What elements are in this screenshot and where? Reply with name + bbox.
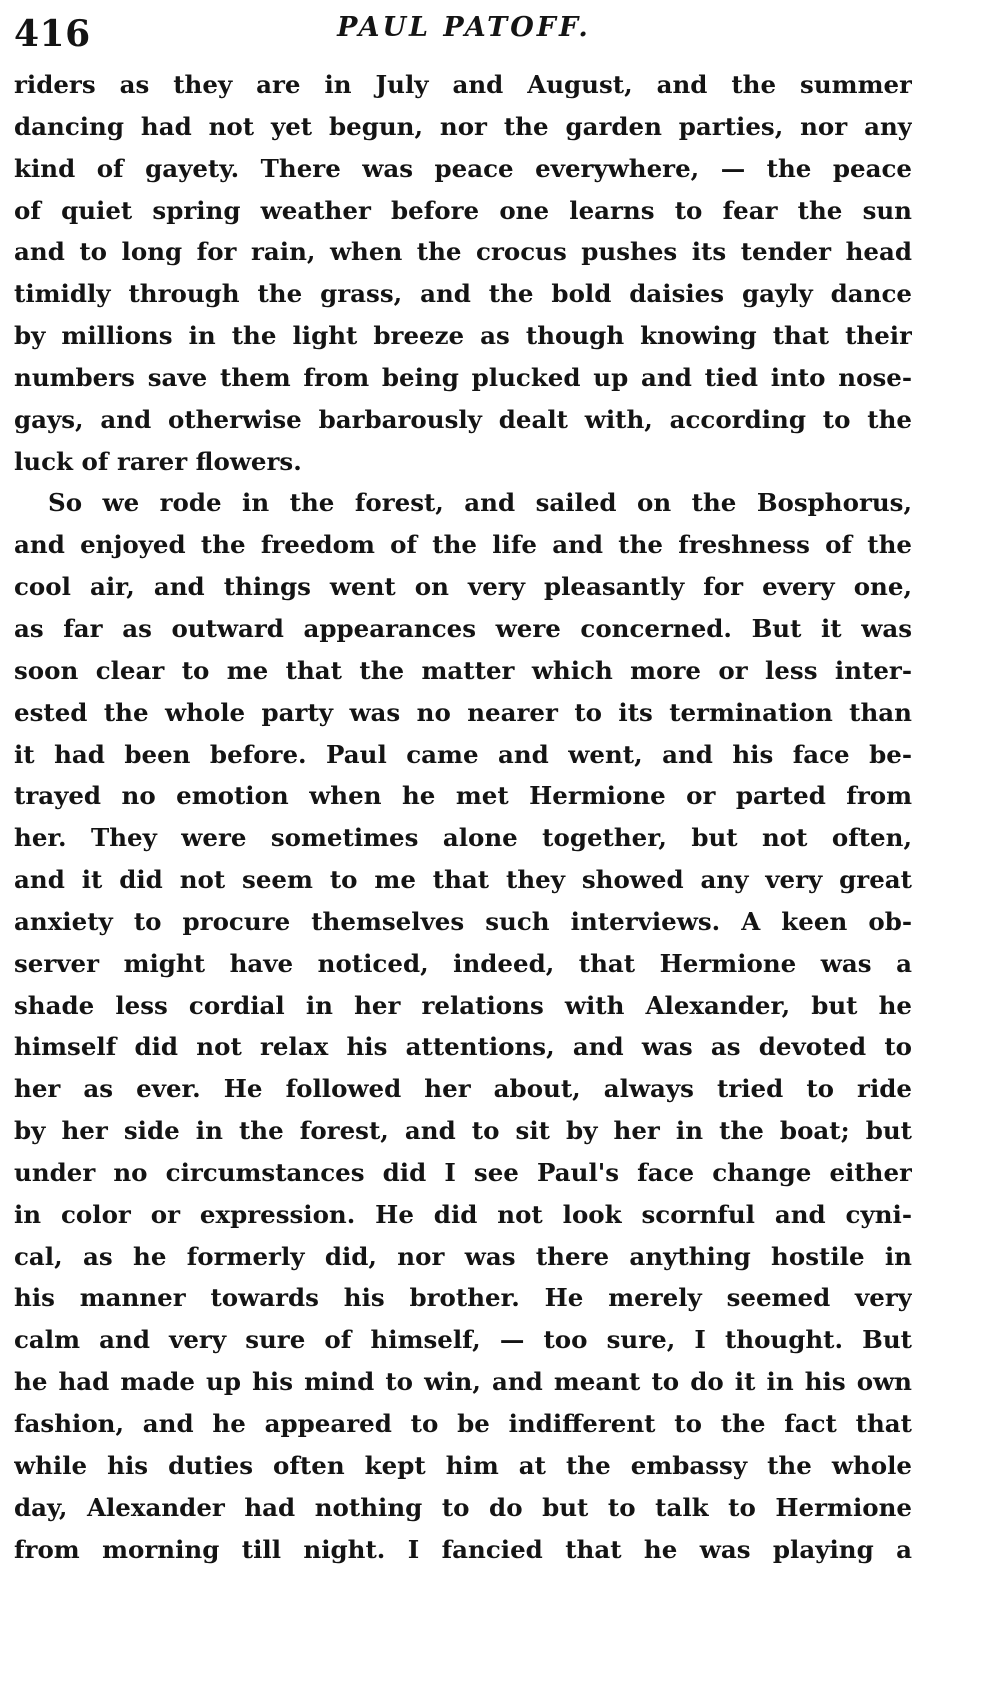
text-line: himself did not relax his attentions, and was as devoted to bbox=[14, 1032, 912, 1062]
page-header bbox=[14, 8, 914, 58]
body-text bbox=[14, 64, 912, 1570]
text-line: and enjoyed the freedom of the life and the freshness of the bbox=[14, 530, 912, 560]
text-line: dancing had not yet begun, nor the garden parties, nor any bbox=[14, 111, 912, 141]
text-line: under no circumstances did I see Paul's face change either bbox=[14, 1157, 912, 1187]
text-line: her as ever. He followed her about, always tried to ride bbox=[14, 1074, 912, 1104]
text-line: numbers save them from being plucked up and tied into nose- bbox=[14, 362, 912, 392]
text-line: it had been before. Paul came and went, and his face be- bbox=[14, 739, 912, 769]
text-line: trayed no emotion when he met Hermione or parted from bbox=[14, 781, 912, 811]
text-line: while his duties often kept him at the embassy the whole bbox=[14, 1450, 912, 1480]
text-line: as far as outward appearances were concerned. But it was bbox=[14, 613, 912, 643]
text-line: by millions in the light breeze as though knowing that their bbox=[14, 321, 912, 351]
text-line: of quiet spring weather before one learns to fear the sun bbox=[14, 195, 912, 225]
text-line: anxiety to procure themselves such interviews. A keen ob- bbox=[14, 906, 912, 936]
page-number: 416 bbox=[14, 13, 91, 55]
text-line: fashion, and he appeared to be indifferent to the fact that bbox=[14, 1409, 912, 1438]
text-line: server might have noticed, indeed, that Hermione was a bbox=[14, 948, 912, 978]
text-line: and to long for rain, when the crocus pushes its tender head bbox=[14, 237, 912, 267]
text-line: he had made up his mind to win, and meant to do it in his own bbox=[14, 1367, 912, 1397]
text-line: calm and very sure of himself, — too sure, I thought. But bbox=[14, 1325, 912, 1355]
text-line: shade less cordial in her relations with Alexander, but he bbox=[14, 990, 912, 1020]
text-line: soon clear to me that the matter which more or less inter- bbox=[14, 655, 912, 685]
paragraph-start-line: So we rode in the forest, and sailed on the Bosphorus, bbox=[48, 488, 912, 518]
text-line: gays, and otherwise barbarously dealt with, according to the bbox=[14, 404, 912, 434]
text-line: kind of gayety. There was peace everywhere, — the peace bbox=[14, 153, 912, 183]
text-line: and it did not seem to me that they showed any very great bbox=[14, 865, 912, 895]
paragraph-end-line: luck of rarer flowers. bbox=[14, 446, 302, 476]
text-line: his manner towards his brother. He merely seemed very bbox=[14, 1283, 912, 1313]
text-line: day, Alexander had nothing to do but to talk to Hermione bbox=[14, 1492, 912, 1522]
text-line: riders as they are in July and August, and the summer bbox=[14, 70, 912, 99]
text-line: timidly through the grass, and the bold daisies gayly dance bbox=[14, 279, 912, 309]
text-line: cool air, and things went on very pleasantly for every one, bbox=[14, 572, 912, 602]
text-line: from morning till night. I fancied that he was playing a bbox=[14, 1534, 912, 1564]
text-line: cal, as he formerly did, nor was there anything hostile in bbox=[14, 1241, 912, 1271]
text-line: ested the whole party was no nearer to its termination than bbox=[14, 697, 912, 727]
running-title: PAUL PATOFF. bbox=[337, 12, 591, 43]
text-line: by her side in the forest, and to sit by her in the boat; but bbox=[14, 1116, 912, 1146]
text-line: in color or expression. He did not look scornful and cyni- bbox=[14, 1199, 912, 1229]
text-line: her. They were sometimes alone together, but not often, bbox=[14, 823, 912, 853]
